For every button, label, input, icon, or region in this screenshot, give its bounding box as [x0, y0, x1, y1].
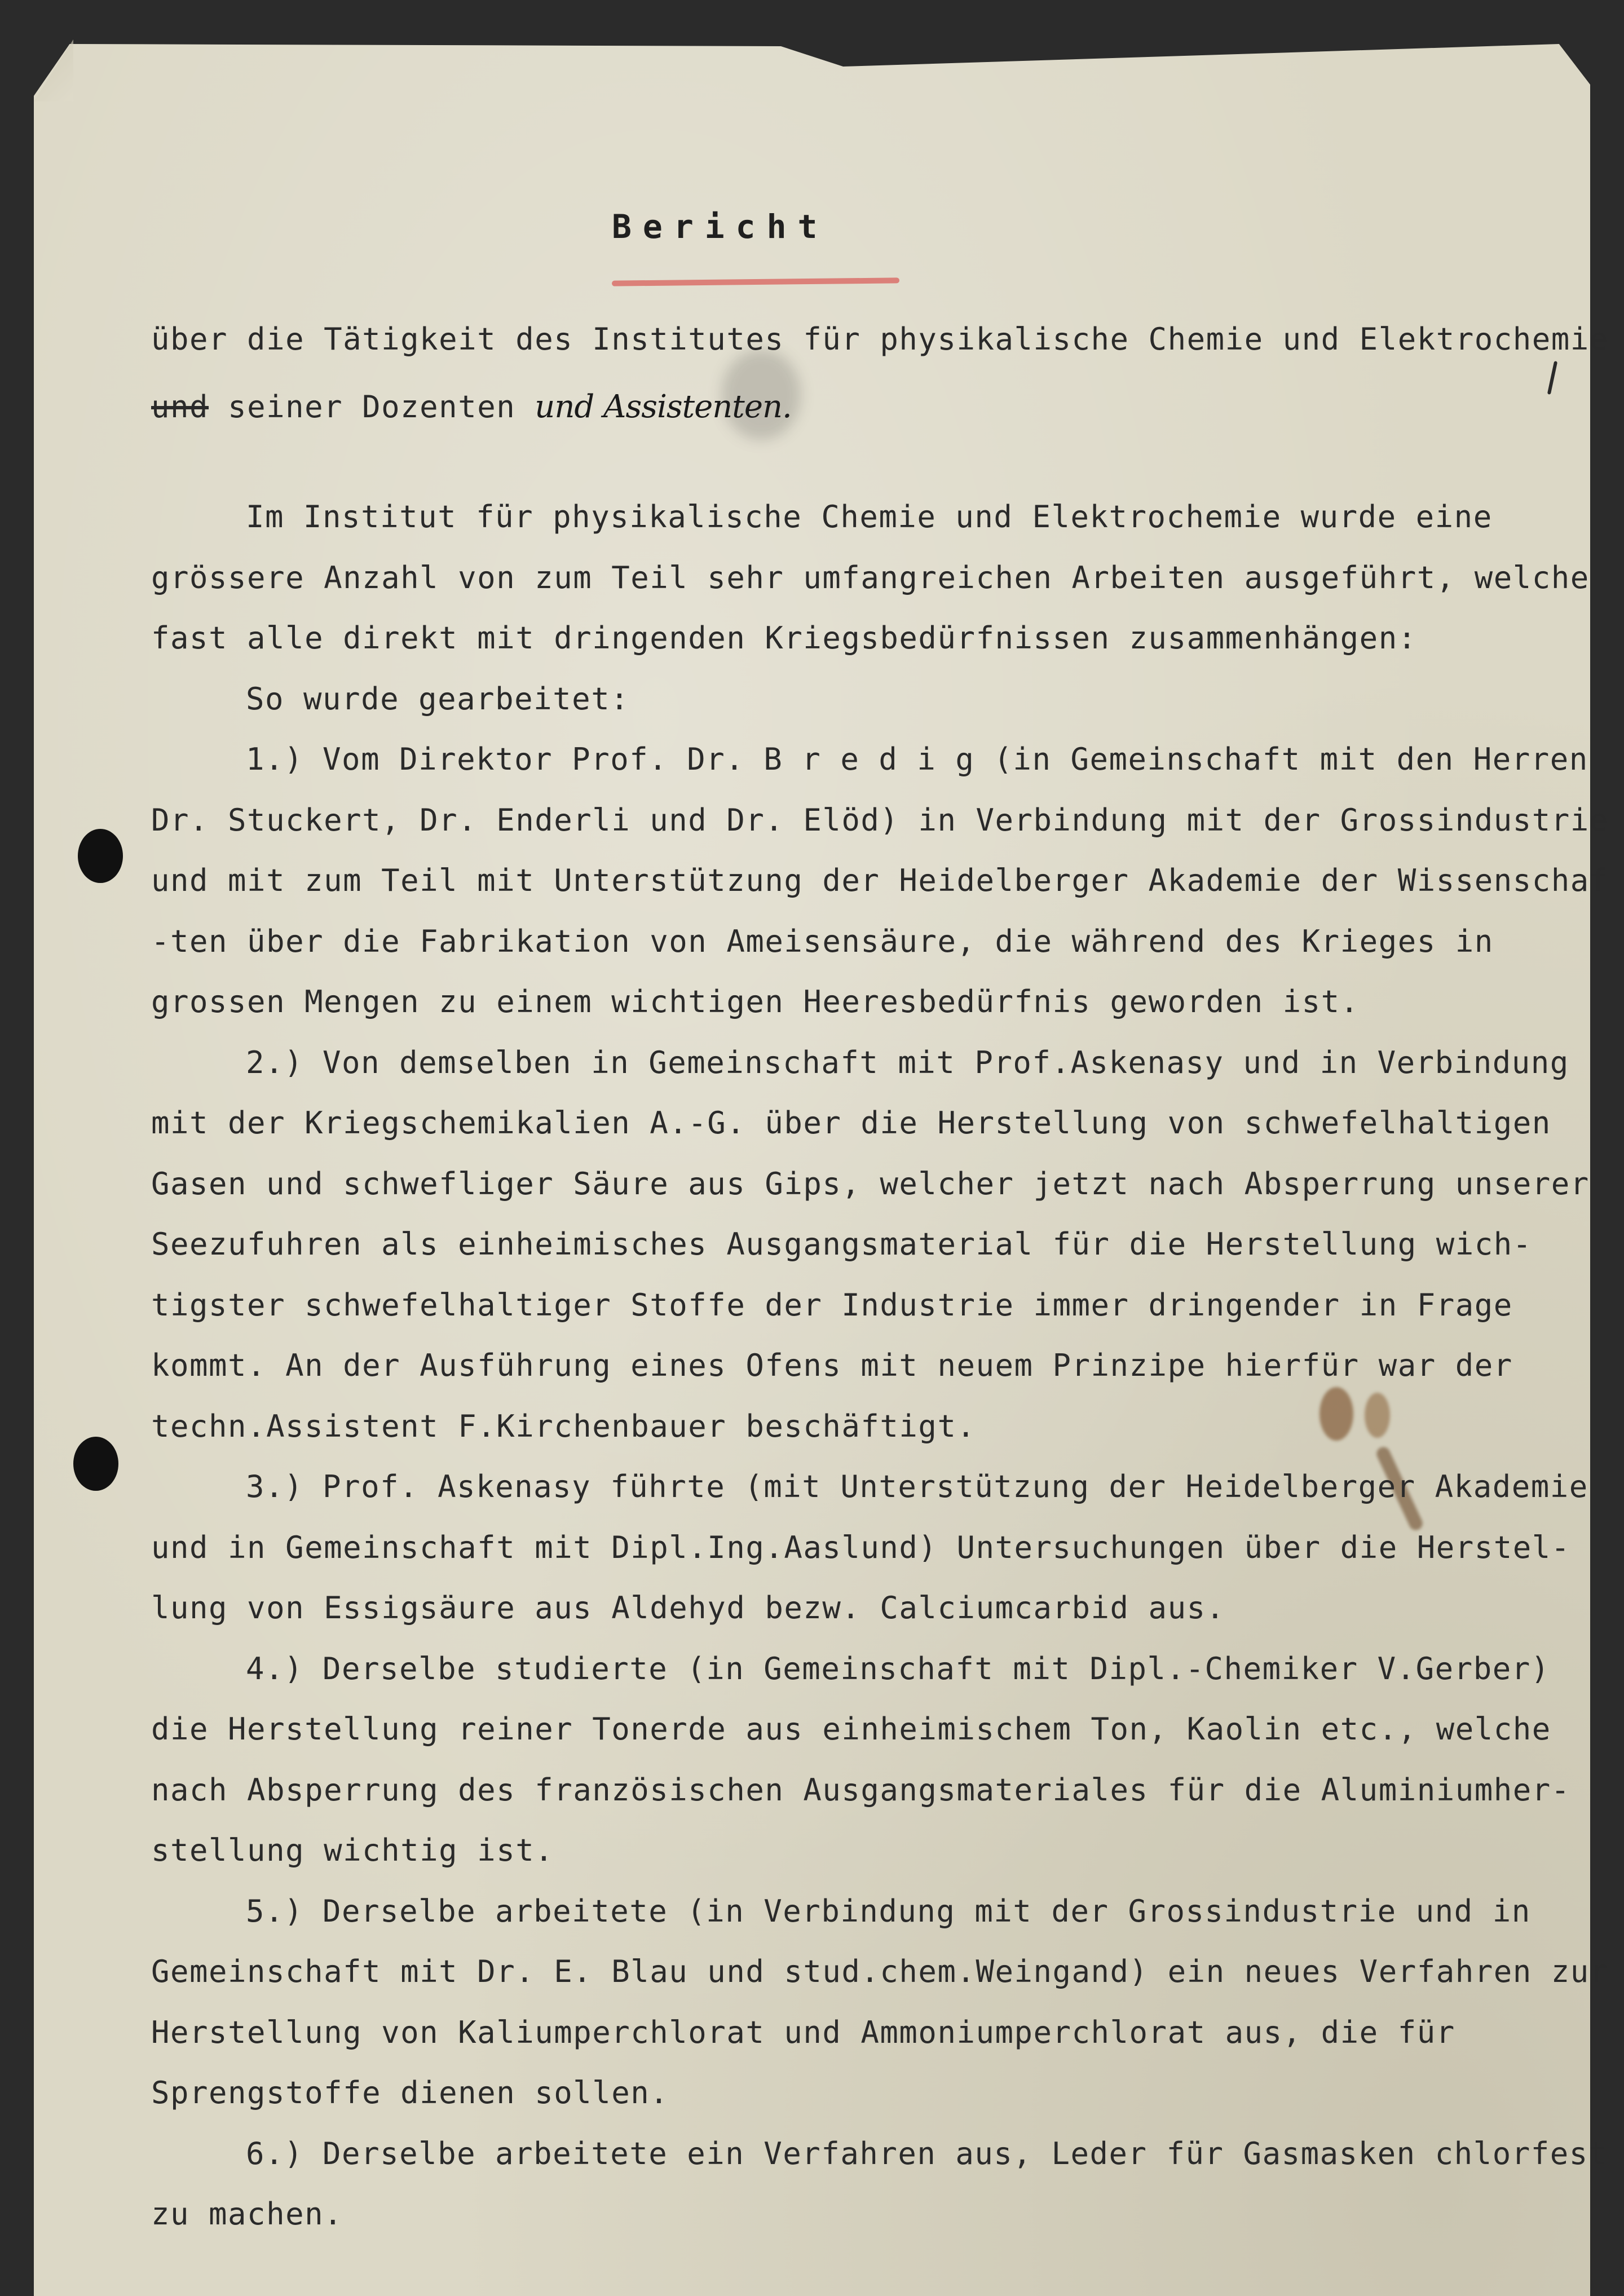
- text-line: nach Absperrung des französischen Ausgangsmateriales für die Aluminiumher-: [151, 1772, 1570, 1808]
- text-line: 2.) Von demselben in Gemeinschaft mit Prof.Askenasy und in Verbindung: [246, 1045, 1569, 1080]
- text-line: zu machen.: [151, 2196, 343, 2232]
- subtitle-line-1: über die Tätigkeit des Institutes für physikalische Chemie und Elektrochemie: [151, 321, 1609, 357]
- text-line: die Herstellung reiner Tonerde aus einheimischem Ton, Kaolin etc., welche: [151, 1711, 1551, 1747]
- subtitle-typed-text: seiner Dozenten: [228, 389, 516, 425]
- struck-word: und: [151, 389, 209, 425]
- punch-hole: [78, 829, 123, 883]
- text-line: kommt. An der Ausführung eines Ofens mit neuem Prinzipe hierfür war der: [151, 1348, 1513, 1383]
- punch-hole: [73, 1437, 118, 1491]
- text-line: So wurde gearbeitet:: [246, 681, 630, 717]
- text-line: 6.) Derselbe arbeitete ein Verfahren aus, Leder für Gasmasken chlorfest: [246, 2136, 1608, 2171]
- text-line: Dr. Stuckert, Dr. Enderli und Dr. Elöd) in Verbindung mit der Grossindustrie: [151, 802, 1609, 838]
- text-line: grössere Anzahl von zum Teil sehr umfangreichen Arbeiten ausgeführt, welche: [151, 560, 1590, 595]
- text-line: tigster schwefelhaltiger Stoffe der Industrie immer dringender in Frage: [151, 1287, 1513, 1323]
- text-line: und in Gemeinschaft mit Dipl.Ing.Aaslund) Untersuchungen über die Herstel-: [151, 1530, 1570, 1565]
- handwritten-insertion: und Assistenten.: [535, 388, 792, 425]
- rust-stain: [1365, 1393, 1390, 1438]
- text-line: stellung wichtig ist.: [151, 1833, 554, 1868]
- text-line: lung von Essigsäure aus Aldehyd bezw. Calciumcarbid aus.: [151, 1590, 1225, 1626]
- text-line: 4.) Derselbe studierte (in Gemeinschaft mit Dipl.-Chemiker V.Gerber): [246, 1651, 1550, 1686]
- subtitle-line-2: [151, 389, 792, 425]
- text-line: Sprengstoffe dienen sollen.: [151, 2075, 669, 2110]
- text-line: 3.) Prof. Askenasy führte (mit Unterstützung der Heidelberger Akademie: [246, 1469, 1588, 1504]
- text-line: techn.Assistent F.Kirchenbauer beschäftigt.: [151, 1408, 976, 1444]
- text-line: Gemeinschaft mit Dr. E. Blau und stud.chem.Weingand) ein neues Verfahren zur: [151, 1954, 1609, 1989]
- text-line: 5.) Derselbe arbeitete (in Verbindung mit der Grossindustrie und in: [246, 1893, 1531, 1929]
- folded-corner: [34, 39, 73, 101]
- text-line: grossen Mengen zu einem wichtigen Heeresbedürfnis geworden ist.: [151, 984, 1360, 1019]
- text-line: mit der Kriegschemikalien A.-G. über die Herstellung von schwefelhaltigen: [151, 1105, 1551, 1141]
- rust-stain: [1320, 1387, 1353, 1441]
- page-title: Bericht: [612, 207, 829, 246]
- text-line: Im Institut für physikalische Chemie und Elektrochemie wurde eine: [246, 499, 1493, 535]
- text-line: und mit zum Teil mit Unterstützung der Heidelberger Akademie der Wissenschaf: [151, 863, 1609, 898]
- text-line: Herstellung von Kaliumperchlorat und Ammoniumperchlorat aus, die für: [151, 2015, 1455, 2050]
- text-line: 1.) Vom Direktor Prof. Dr. B r e d i g (in Gemeinschaft mit den Herren: [246, 741, 1588, 777]
- text-line: -ten über die Fabrikation von Ameisensäure, die während des Krieges in: [151, 924, 1494, 959]
- text-line: fast alle direkt mit dringenden Kriegsbedürfnissen zusammenhängen:: [151, 620, 1417, 656]
- text-line: Gasen und schwefliger Säure aus Gips, welcher jetzt nach Absperrung unserer: [151, 1166, 1590, 1202]
- text-line: Seezufuhren als einheimisches Ausgangsmaterial für die Herstellung wich-: [151, 1226, 1532, 1262]
